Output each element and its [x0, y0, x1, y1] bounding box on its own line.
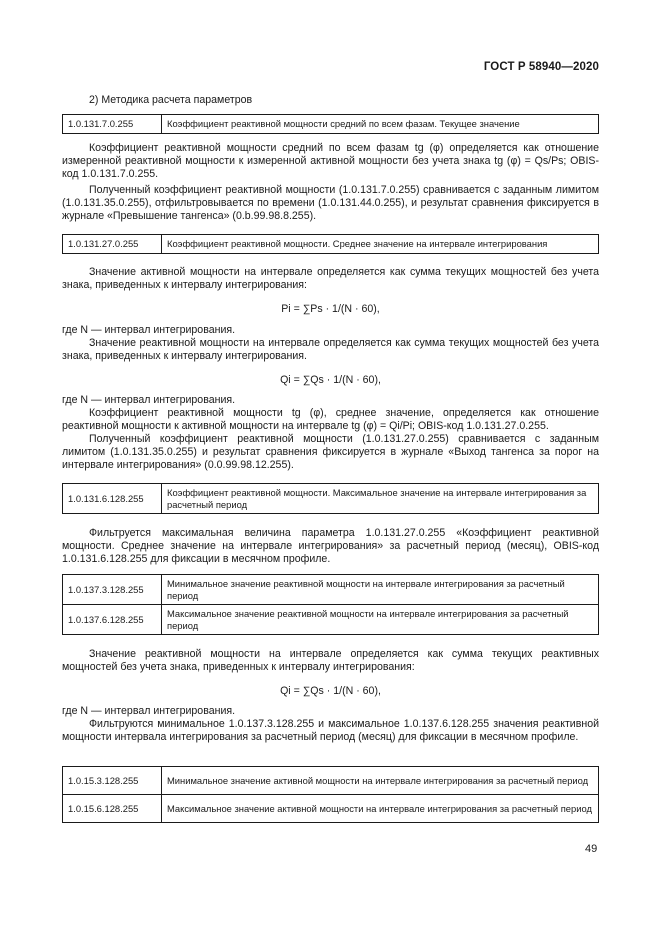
paragraph: где N — интервал интегрирования. [62, 394, 236, 406]
obis-table-2 [62, 234, 599, 254]
table-2-container [62, 234, 599, 254]
table-row [63, 235, 599, 254]
paragraph: Коэффициент реактивной мощности средний по всем фазам tg (φ) определяется как отношение измеренной реактивной мощности к измеренной активной мощности без учета знака tg (φ) = Qs/Ps; OBIS-код 1.0.131.7.0.255. [62, 142, 599, 180]
table-3-container [62, 483, 599, 514]
section-heading: 2) Методика расчета параметров [89, 94, 253, 106]
table-1-container [62, 114, 599, 134]
obis-code-cell: 1.0.131.6.128.255 [63, 484, 162, 514]
paragraph: Полученный коэффициент реактивной мощности (1.0.131.27.0.255) сравнивается с заданным лимитом (1.0.131.35.0.255) и результат сравнения фиксируется в журнале «Выход тангенса за порог на интервале интегрирования» (0.0.99.98.12.255). [62, 433, 599, 471]
obis-table-4 [62, 574, 599, 635]
paragraph-block-7 [62, 705, 599, 744]
table-row [63, 575, 599, 605]
description-cell: Минимальное значение реактивной мощности на интервале интегрирования за расчетный период [162, 575, 599, 605]
obis-table-3 [62, 483, 599, 514]
description-cell: Коэффициент реактивной мощности. Максимальное значение на интервале интегрирования за расчетный период [162, 484, 599, 514]
formula-qi-2: Qi = ∑Qs · 1/(N · 60), [280, 685, 381, 697]
table-5-container [62, 766, 599, 823]
paragraph-block-5 [62, 527, 599, 566]
formula-pi: Pi = ∑Ps · 1/(N · 60), [281, 303, 380, 315]
table-row [63, 115, 599, 134]
obis-table-1 [62, 114, 599, 134]
document-header-id: ГОСТ Р 58940—2020 [483, 61, 599, 73]
paragraph-block-4 [62, 394, 599, 472]
obis-code-cell: 1.0.137.6.128.255 [63, 605, 162, 635]
paragraph: Фильтруется максимальная величина параметра 1.0.131.27.0.255 «Коэффициент реактивной мощности. Среднее значение на интервале интегрирования» за расчетный период (месяц), OBIS-код 1.0.131.6.128.255 для фиксации в месячном профиле. [62, 527, 599, 565]
paragraph: где N — интервал интегрирования. [62, 324, 236, 336]
table-row [63, 795, 599, 823]
obis-table-5 [62, 766, 599, 823]
obis-code-cell: 1.0.137.3.128.255 [63, 575, 162, 605]
obis-code-cell: 1.0.131.27.0.255 [63, 235, 162, 254]
paragraph-block-2 [62, 266, 599, 292]
paragraph: Полученный коэффициент реактивной мощности (1.0.131.7.0.255) сравнивается с заданным лимитом (1.0.131.35.0.255), отфильтровывается по времени (1.0.131.44.0.255), и результат сравнения фиксируется в журнале «Превышение тангенса» (0.b.99.98.8.255). [62, 184, 599, 222]
table-row [63, 767, 599, 795]
paragraph: Значение активной мощности на интервале определяется как сумма текущих мощностей без учета знака, приведенных к интервалу интегрирования: [62, 266, 599, 291]
page-number: 49 [585, 843, 598, 855]
description-cell: Максимальное значение реактивной мощности на интервале интегрирования за расчетный период [162, 605, 599, 635]
table-row [63, 605, 599, 635]
description-cell: Максимальное значение активной мощности на интервале интегрирования за расчетный период [162, 795, 599, 823]
paragraph-block-1 [62, 142, 599, 223]
obis-code-cell: 1.0.131.7.0.255 [63, 115, 162, 134]
description-cell: Коэффициент реактивной мощности. Среднее значение на интервале интегрирования [162, 235, 599, 254]
description-cell: Минимальное значение активной мощности на интервале интегрирования за расчетный период [162, 767, 599, 795]
description-cell: Коэффициент реактивной мощности средний по всем фазам. Текущее значение [162, 115, 599, 134]
paragraph-block-3 [62, 324, 599, 363]
table-row [63, 484, 599, 514]
paragraph-block-6 [62, 648, 599, 674]
table-4-container [62, 574, 599, 635]
obis-code-cell: 1.0.15.3.128.255 [63, 767, 162, 795]
paragraph: Значение реактивной мощности на интервале определяется как сумма текущих мощностей без учета знака, приведенных к интервалу интегрирования. [62, 337, 599, 362]
paragraph: где N — интервал интегрирования. [62, 705, 236, 717]
paragraph: Фильтруются минимальное 1.0.137.3.128.255 и максимальное 1.0.137.6.128.255 значения реактивной мощности интервала интегрирования за расчетный период (месяц) для фиксации в месячном профиле. [62, 718, 599, 743]
formula-qi: Qi = ∑Qs · 1/(N · 60), [280, 374, 381, 386]
paragraph: Значение реактивной мощности на интервале определяется как сумма текущих реактивных мощностей без учета знака, приведенных к интервалу интегрирования: [62, 648, 599, 673]
paragraph: Коэффициент реактивной мощности tg (φ), среднее значение, определяется как отношение реактивной мощности к активной мощности на интервале tg (φ) = Qi/Pi; OBIS-код 1.0.131.27.0.255. [62, 407, 599, 432]
obis-code-cell: 1.0.15.6.128.255 [63, 795, 162, 823]
